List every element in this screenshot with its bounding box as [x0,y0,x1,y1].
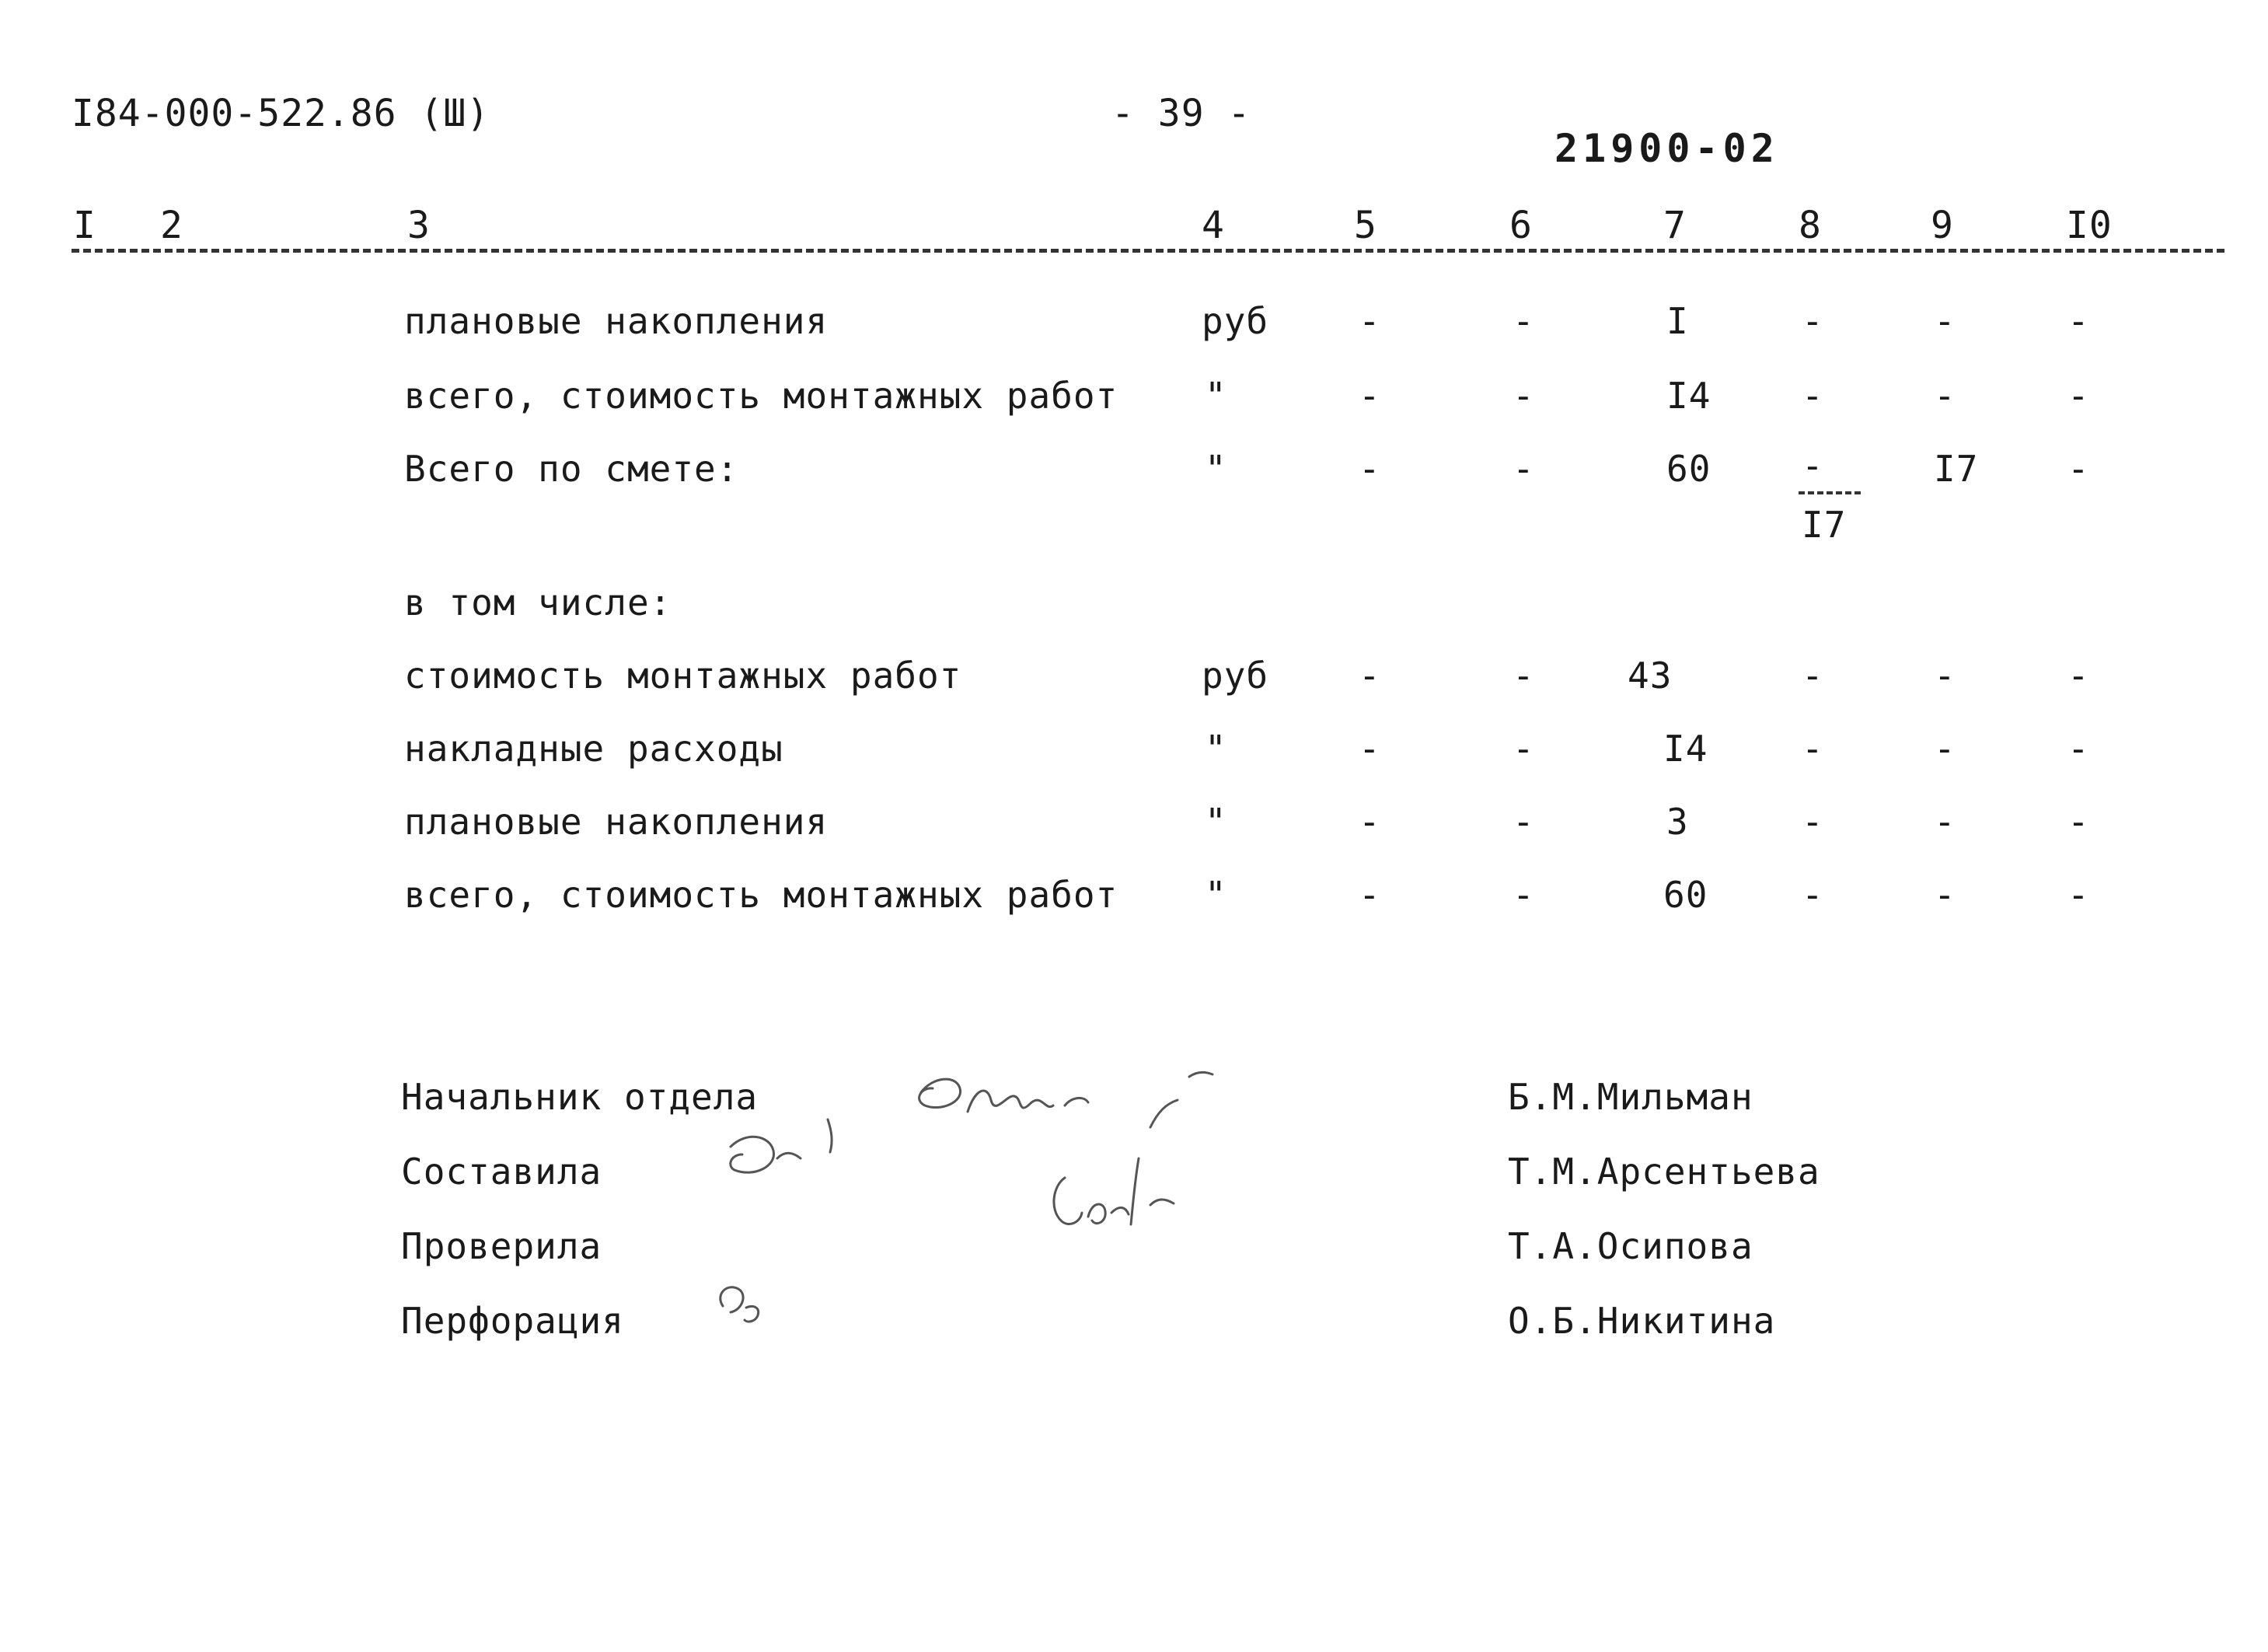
cell-col8: - [1802,300,1824,342]
handwritten-signatures [700,1003,1352,1376]
cell-col9: - [1934,655,1956,697]
signature-role: Проверила [401,1225,602,1267]
signature-person: Т.М.Арсентьева [1508,1151,1820,1193]
cell-col10: - [2067,300,2090,342]
cell-col6: - [1513,874,1535,916]
cell-col8: - [1802,801,1824,843]
column-number: 4 [1202,204,1225,247]
cell-col7: 60 [1663,874,1708,916]
cell-col8-numerator: - [1802,445,1824,487]
row-unit: руб [1202,300,1269,342]
signature-role: Перфорация [401,1300,624,1342]
signature-role: Начальник отдела [401,1076,759,1118]
cell-col7: 60 [1666,448,1711,490]
cell-col5: - [1359,874,1381,916]
column-number: 2 [160,204,183,247]
section-label: в том числе: [404,582,672,623]
cell-col10: - [2067,375,2090,417]
cell-col9: I7 [1934,448,1979,490]
signature-person: Б.М.Мильман [1508,1076,1753,1118]
signature-person: Т.А.Осипова [1508,1225,1753,1267]
cell-col5: - [1359,801,1381,843]
column-number: 3 [407,204,431,247]
row-unit: " [1205,874,1227,916]
cell-col8: - [1802,375,1824,417]
cell-col6: - [1513,801,1535,843]
cell-col5: - [1359,655,1381,697]
row-name: плановые накопления [404,300,829,342]
header-divider [72,249,2224,253]
page-number: - 39 - [1111,92,1251,135]
signature-person: О.Б.Никитина [1508,1300,1776,1342]
row-unit: руб [1202,655,1269,697]
cell-col8: - [1802,874,1824,916]
column-number: 8 [1799,204,1822,247]
cell-col9: - [1934,300,1956,342]
row-unit: " [1205,448,1227,490]
cell-col7: I [1666,300,1689,342]
cell-col10: - [2067,728,2090,770]
row-name: всего, стоимость монтажных работ [404,874,1118,916]
row-unit: " [1205,801,1227,843]
cell-col7: 3 [1666,801,1689,843]
row-unit: " [1205,375,1227,417]
row-name: стоимость монтажных работ [404,655,962,697]
row-unit: " [1205,728,1227,770]
cell-col9: - [1934,874,1956,916]
column-number: 6 [1509,204,1533,247]
fraction-line [1799,491,1861,494]
cell-col5: - [1359,300,1381,342]
cell-col6: - [1513,655,1535,697]
cell-col5: - [1359,728,1381,770]
cell-col6: - [1513,375,1535,417]
cell-col8-denominator: I7 [1802,504,1847,546]
row-name: всего, стоимость монтажных работ [404,375,1118,417]
row-name: накладные расходы [404,728,783,770]
cell-col6: - [1513,728,1535,770]
signature-role: Составила [401,1151,602,1193]
row-name: плановые накопления [404,801,829,843]
registration-stamp: 21900-02 [1554,126,1779,171]
cell-col10: - [2067,801,2090,843]
cell-col7: 43 [1628,655,1673,697]
column-number: I [73,204,96,247]
cell-col10: - [2067,874,2090,916]
cell-col9: - [1934,728,1956,770]
column-number: 7 [1663,204,1687,247]
column-number: I0 [2066,204,2113,247]
cell-col9: - [1934,375,1956,417]
cell-col7: I4 [1666,375,1711,417]
cell-col5: - [1359,448,1381,490]
cell-col10: - [2067,655,2090,697]
cell-col6: - [1513,300,1535,342]
column-number: 9 [1931,204,1954,247]
cell-col10: - [2067,448,2090,490]
column-number: 5 [1354,204,1377,247]
cell-col9: - [1934,801,1956,843]
cell-col7: I4 [1663,728,1708,770]
document-code: I84-000-522.86 (Ш) [72,92,490,135]
cell-col6: - [1513,448,1535,490]
row-name: Всего по смете: [404,448,739,490]
cell-col5: - [1359,375,1381,417]
cell-col8: - [1802,728,1824,770]
cell-col8: - [1802,655,1824,697]
